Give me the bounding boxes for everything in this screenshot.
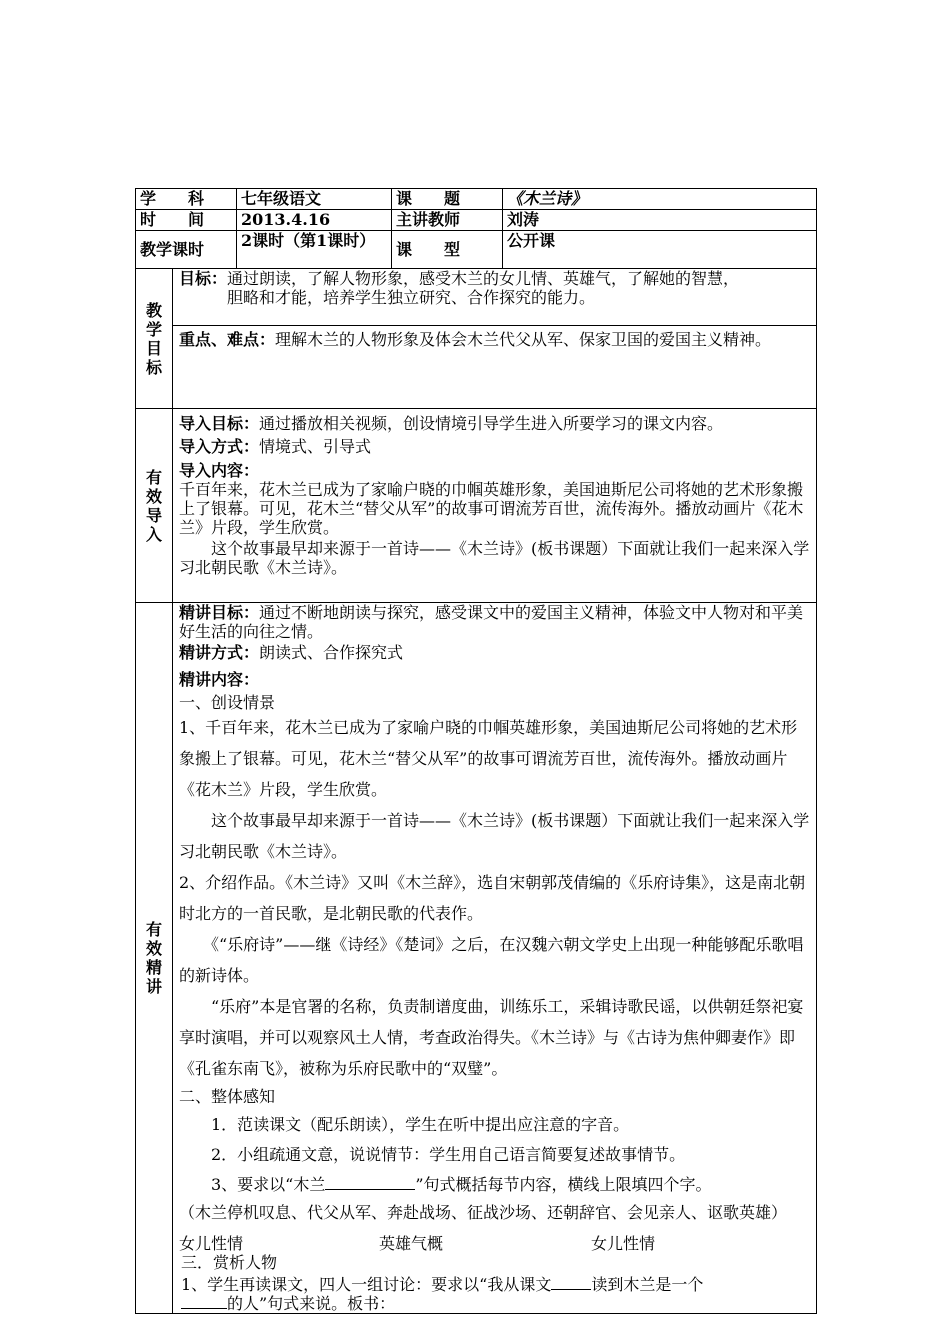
fill-blank — [551, 1275, 591, 1290]
goals-label-char: 学 — [145, 319, 162, 339]
header-row-hours — [136, 231, 817, 269]
word-2: 英雄气概 — [379, 1234, 444, 1253]
lecture-content-cell — [173, 603, 817, 1314]
intro-label-char: 有 — [145, 467, 162, 487]
section-3-item-1 — [179, 1275, 810, 1294]
objective-text: 通过朗读，了解人物形象，感受木兰的女儿情、英雄气，了解她的智慧， — [227, 269, 740, 288]
lecture-content-label: 精讲内容： — [179, 670, 260, 689]
section-2-item-1: 1．范读课文（配乐朗读），学生在听中提出应注意的字音。 — [211, 1115, 630, 1134]
objective-text-cont: 胆略和才能，培养学生独立研究、合作探究的能力。 — [227, 288, 596, 307]
intro-section-label — [136, 409, 173, 603]
lesson-plan-table — [135, 188, 817, 1314]
word-3: 女儿性情 — [591, 1234, 656, 1253]
intro-label-char: 效 — [145, 486, 162, 506]
topic-value: 《木兰诗》 — [503, 189, 817, 210]
section-2-item-3 — [179, 1170, 810, 1200]
lecture-label-char: 效 — [145, 939, 162, 958]
section-1-title: 一、创设情景 — [179, 693, 276, 712]
intro-label-char: 入 — [145, 524, 162, 544]
section-1-p5: “乐府”本是官署的名称，负责制谱度曲，训练乐工，采辑诗歌民谣，以供朝廷祭祀宴享时演唱，并可以观察风土人情，考查政治得失。《木兰诗》与《古诗为焦仲卿妻作》即《孔雀东南飞》，被称为乐府民歌中的“双璧”。 — [179, 997, 804, 1078]
key-text: 理解木兰的人物形象及体会木兰代父从军、保家卫国的爱国主义精神。 — [275, 330, 772, 349]
intro-content-p2: 这个故事最早却来源于一首诗——《木兰诗》(板书课题）下面就让我们一起来深入学习北朝民歌《木兰诗》。 — [179, 539, 810, 577]
lecture-method-text: 朗读式、合作探究式 — [259, 643, 404, 662]
time-value: 2013.4.16 — [237, 210, 392, 231]
goals-label-char: 标 — [145, 357, 162, 377]
fill-blank — [181, 1294, 227, 1309]
subject-label: 学 科 — [136, 189, 237, 210]
word-1: 女儿性情 — [179, 1234, 244, 1253]
lecture-row — [136, 603, 817, 1314]
objective-label: 目标： — [179, 269, 228, 288]
goals-row-key — [136, 326, 817, 409]
lecture-label-char: 有 — [145, 920, 162, 939]
lecture-method-label: 精讲方式： — [179, 643, 260, 662]
section-1-p2: 这个故事最早却来源于一首诗——《木兰诗》(板书课题）下面就让我们一起来深入学习北朝民歌《木兰诗》。 — [179, 811, 810, 861]
header-row-subject — [136, 189, 817, 210]
section-2-title: 二、整体感知 — [179, 1087, 276, 1106]
s3-text-c: 的人”句式来说。板书： — [227, 1294, 396, 1313]
goals-row-objective — [136, 269, 817, 326]
item-3-text-b: ”句式概括每节内容，横线上限填四个字。 — [415, 1175, 712, 1194]
lecture-goal-text: 通过不断地朗读与探究，感受课文中的爱国主义精神，体验文中人物对和平美好生活的向往之情。 — [179, 603, 804, 641]
s3-text-b: 读到木兰是一个 — [591, 1275, 704, 1294]
intro-content-cell — [173, 409, 817, 603]
section-2-item-2: 2．小组疏通文意，说说情节：学生用自己语言简要复述故事情节。 — [211, 1145, 686, 1164]
section-3-item-1-cont — [179, 1294, 810, 1313]
intro-goal-label: 导入目标： — [179, 414, 260, 433]
s3-text-a: 1、学生再读课文，四人一组讨论：要求以“我从课文 — [181, 1275, 552, 1294]
section-2-answer: （木兰停机叹息、代父从军、奔赴战场、征战沙场、还朝辞官、会见亲人、讴歌英雄） — [179, 1203, 788, 1222]
item-3-text-a: 3、要求以“木兰 — [211, 1175, 326, 1194]
section-2-words — [179, 1234, 810, 1253]
section-1-p3: 2、介绍作品。《木兰诗》又叫《木兰辞》，选自宋朝郭茂倩编的《乐府诗集》，这是南北朝时北方的一首民歌，是北朝民歌的代表作。 — [179, 873, 806, 923]
subject-value: 七年级语文 — [237, 189, 392, 210]
section-3-title: 三．赏析人物 — [181, 1253, 278, 1272]
goals-key-cell — [173, 326, 817, 409]
lecture-label-char: 讲 — [145, 977, 162, 996]
intro-goal-text: 通过播放相关视频，创设情境引导学生进入所要学习的课文内容。 — [259, 414, 724, 433]
goals-objective-cell — [173, 269, 817, 326]
type-value: 公开课 — [503, 231, 817, 269]
intro-method-text: 情境式、引导式 — [259, 437, 372, 456]
header-row-time — [136, 210, 817, 231]
goals-label-char: 教 — [145, 300, 162, 320]
teacher-value: 刘涛 — [503, 210, 817, 231]
goals-label-char: 目 — [145, 338, 162, 358]
teacher-label: 主讲教师 — [392, 210, 503, 231]
topic-label: 课 题 — [392, 189, 503, 210]
lecture-section-label — [136, 603, 173, 1314]
intro-content-p1: 千百年来，花木兰已成为了家喻户晓的巾帼英雄形象，美国迪斯尼公司将她的艺术形象搬上了银幕。可见，花木兰“替父从军”的故事可谓流芳百世，流传海外。播放动画片《花木兰》片段，学生欣赏。 — [179, 480, 804, 537]
goals-section-label — [136, 269, 173, 409]
intro-method-label: 导入方式： — [179, 437, 260, 456]
key-label: 重点、难点： — [179, 330, 276, 349]
fill-blank — [325, 1175, 415, 1190]
time-label: 时 间 — [136, 210, 237, 231]
hours-value: 2课时（第1课时） — [237, 231, 392, 269]
intro-label-char: 导 — [145, 505, 162, 525]
intro-content-label: 导入内容： — [179, 461, 260, 480]
intro-row — [136, 409, 817, 603]
hours-label: 教学课时 — [136, 231, 237, 269]
section-1-p4: 《“乐府诗”——继《诗经》《楚词》之后，在汉魏六朝文学史上出现一种能够配乐歌唱的新诗体。 — [179, 935, 804, 985]
lecture-label-char: 精 — [145, 958, 162, 977]
lecture-goal-label: 精讲目标： — [179, 603, 260, 622]
section-1-p1: 1、千百年来，花木兰已成为了家喻户晓的巾帼英雄形象，美国迪斯尼公司将她的艺术形象搬上了银幕。可见，花木兰“替父从军”的故事可谓流芳百世，流传海外。播放动画片《花木兰》片段，学生欣赏。 — [179, 718, 798, 799]
type-label: 课 型 — [392, 231, 503, 269]
